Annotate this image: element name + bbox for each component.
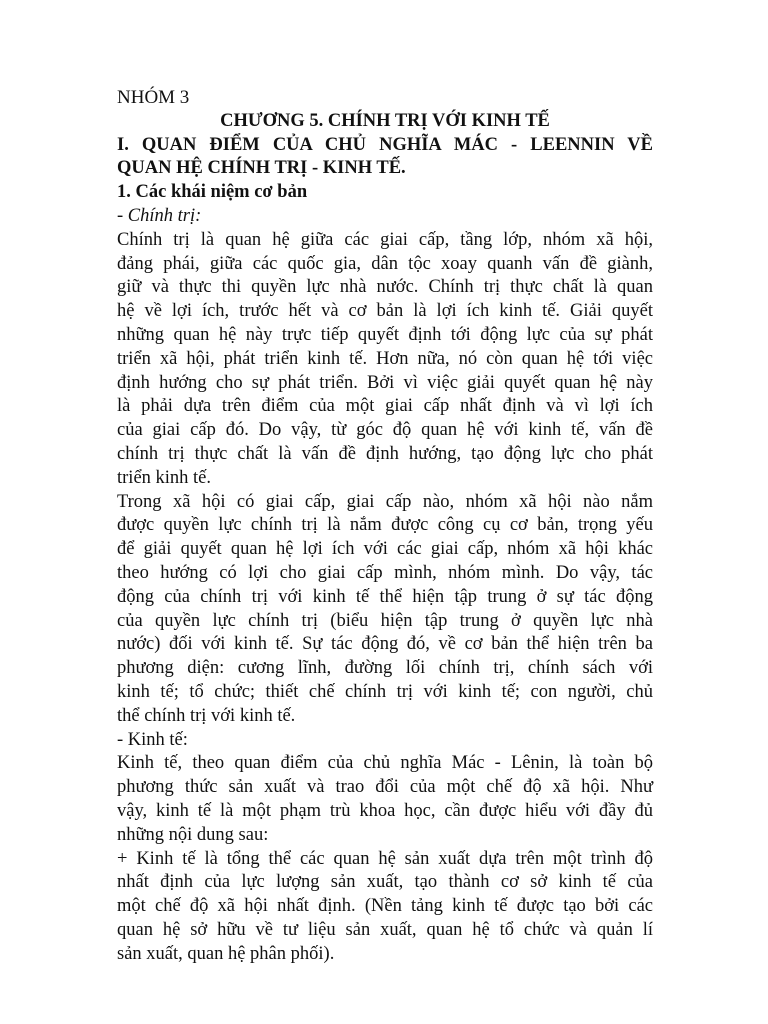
economy-paragraph-2	[117, 848, 653, 967]
paragraph-line: những nội dung sau:	[117, 824, 269, 845]
paragraph-line: Chính trị là quan hệ giữa các giai cấp, tầng lớp, nhóm xã hội,	[117, 229, 653, 250]
paragraph-line: giữ và thực thi quyền lực nhà nước. Chính trị thực chất là quan	[117, 277, 653, 298]
subsection-heading: 1. Các khái niệm cơ bản	[117, 182, 308, 203]
section-heading	[117, 134, 653, 182]
section-heading-line: I. QUAN ĐIỂM CỦA CHỦ NGHĨA MÁC - LEENNIN VỀ	[117, 134, 653, 155]
paragraph-line: triển xã hội, phát triển kinh tế. Hơn nữa, nó còn quan hệ tới việc	[117, 348, 653, 369]
paragraph-line: đảng phái, giữa các quốc gia, dân tộc xoay quanh vấn đề giành,	[117, 253, 653, 274]
paragraph-line: theo hướng có lợi cho giai cấp mình, nhóm mình. Do vậy, tác	[117, 562, 653, 583]
paragraph-line: chính trị thực chất là vấn đề định hướng, tạo động lực cho phát	[117, 443, 653, 464]
paragraph-line: triển kinh tế.	[117, 467, 212, 488]
paragraph-line: quan hệ sở hữu về tư liệu sản xuất, quan hệ tổ chức và quản lí	[117, 919, 653, 940]
economy-label: - Kinh tế:	[117, 729, 188, 750]
politics-paragraph-2	[117, 491, 653, 729]
paragraph-line: những quan hệ này trực tiếp quyết định tới động lực của sự phát	[117, 324, 653, 345]
document-page	[117, 86, 653, 966]
paragraph-line: hệ về lợi ích, trước hết và cơ bản là lợi ích kinh tế. Giải quyết	[117, 301, 653, 322]
paragraph-line: kinh tế; tổ chức; thiết chế chính trị với kinh tế; con người, chủ	[117, 681, 653, 702]
paragraph-line: sản xuất, quan hệ phân phối).	[117, 943, 335, 964]
paragraph-line: phương thức sản xuất và trao đổi của một chế độ xã hội. Như	[117, 777, 653, 798]
paragraph-line: của giai cấp đó. Do vậy, từ góc độ quan hệ với kinh tế, vấn đề	[117, 420, 653, 441]
paragraph-line: được quyền lực chính trị là nắm được công cụ cơ bản, trọng yếu	[117, 515, 653, 536]
paragraph-line: nhất định của lực lượng sản xuất, tạo thành cơ sở kinh tế của	[117, 872, 653, 893]
paragraph-line: vậy, kinh tế là một phạm trù khoa học, cần được hiểu với đầy đủ	[117, 800, 653, 821]
paragraph-line: phương diện: cương lĩnh, đường lối chính trị, chính sách với	[117, 658, 653, 679]
section-heading-line: QUAN HỆ CHÍNH TRỊ - KINH TẾ.	[117, 158, 406, 179]
paragraph-line: Trong xã hội có giai cấp, giai cấp nào, nhóm xã hội nào nắm	[117, 491, 653, 512]
paragraph-line: + Kinh tế là tổng thể các quan hệ sản xuất dựa trên một trình độ	[117, 848, 653, 869]
paragraph-line: là phải dựa trên điểm của một giai cấp nhất định và vì lợi ích	[117, 396, 653, 417]
paragraph-line: Kinh tế, theo quan điểm của chủ nghĩa Mác - Lênin, là toàn bộ	[117, 753, 653, 774]
paragraph-line: định hướng cho sự phát triển. Bởi vì việc giải quyết quan hệ này	[117, 372, 653, 393]
paragraph-line: thể chính trị với kinh tế.	[117, 705, 296, 726]
politics-label: - Chính trị:	[117, 205, 202, 226]
paragraph-line: của quyền lực chính trị (biểu hiện tập trung ở quyền lực nhà	[117, 610, 653, 631]
paragraph-line: động của chính trị với kinh tế thể hiện tập trung ở sự tác động	[117, 586, 653, 607]
economy-paragraph-1	[117, 752, 653, 847]
paragraph-line: để giải quyết quan hệ lợi ích với các giai cấp, nhóm xã hội khác	[117, 539, 653, 560]
paragraph-line: nước) đối với kinh tế. Sự tác động đó, về cơ bản thể hiện trên ba	[117, 634, 653, 655]
group-label: NHÓM 3	[117, 87, 190, 108]
chapter-title: CHƯƠNG 5. CHÍNH TRỊ VỚI KINH TẾ	[220, 110, 550, 131]
paragraph-line: một chế độ xã hội nhất định. (Nền tảng kinh tế được tạo bởi các	[117, 896, 653, 917]
politics-paragraph-1	[117, 229, 653, 491]
